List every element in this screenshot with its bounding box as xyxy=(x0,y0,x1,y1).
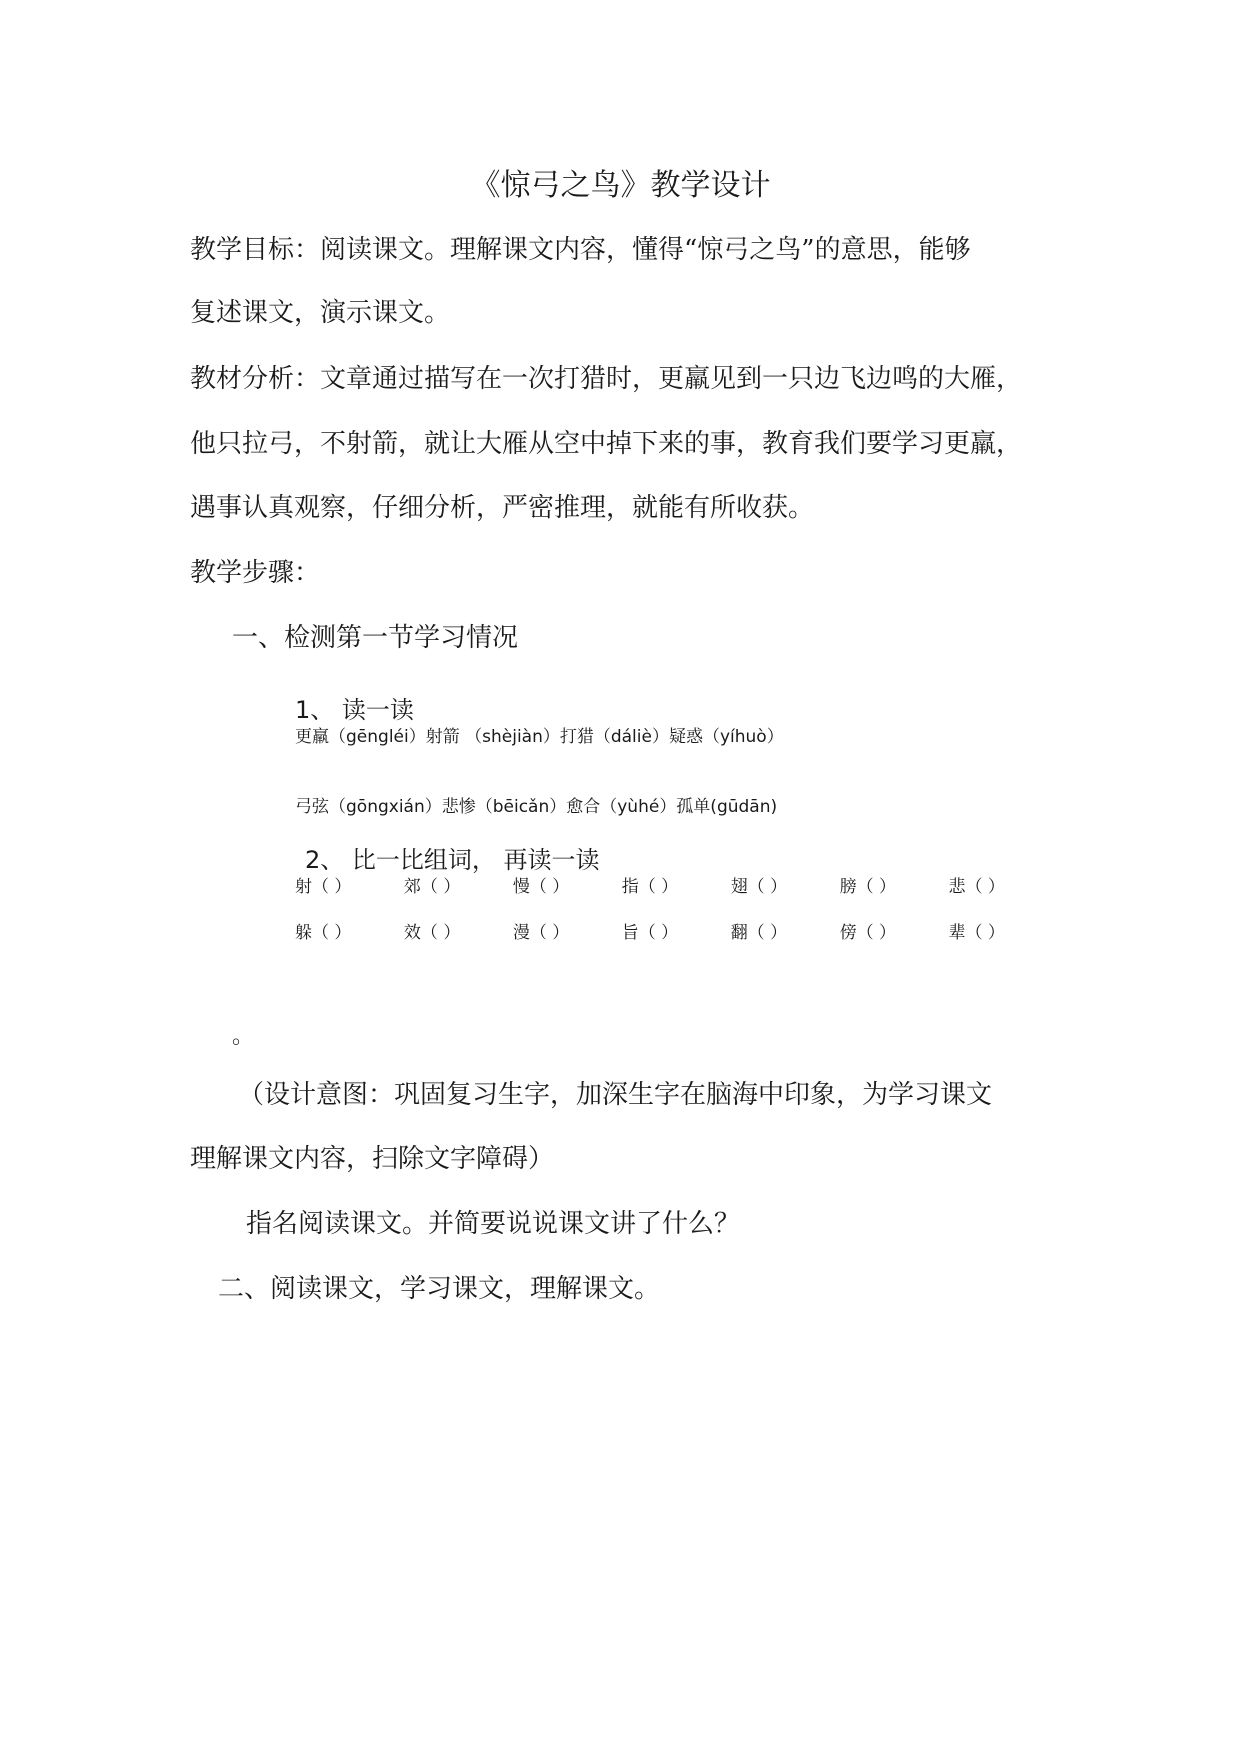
exercise-1-title: 1、 读一读 xyxy=(295,696,414,724)
steps-label: 教学步骤： xyxy=(190,558,321,588)
word-cell: 漫（ ） xyxy=(512,923,570,943)
analysis-line-1: 教材分析：文章通过描写在一次打猎时，更羸见到一只边飞边鸣的大雁， xyxy=(190,364,1023,394)
exercise-2-title: 2、 比一比组词， 再读一读 xyxy=(305,846,600,874)
word-cell: 指（ ） xyxy=(621,877,679,897)
word-cell: 翻（ ） xyxy=(730,923,788,943)
word-cell: 躲（ ） xyxy=(295,923,352,943)
word-cell: 悲（ ） xyxy=(948,877,1005,897)
objective-line-2: 复述课文，演示课文。 xyxy=(190,298,451,328)
word-cell: 翅（ ） xyxy=(730,877,788,897)
word-cell: 慢（ ） xyxy=(512,877,570,897)
word-cell: 效（ ） xyxy=(403,923,461,943)
word-cell: 旨（ ） xyxy=(621,923,679,943)
document-title: 《惊弓之鸟》教学设计 xyxy=(470,168,771,203)
word-cell: 郊（ ） xyxy=(403,877,461,897)
design-intent-line-2: 理解课文内容，扫除文字障碍） xyxy=(190,1144,555,1174)
word-cell: 射（ ） xyxy=(295,877,352,897)
section-1-heading: 一、检测第一节学习情况 xyxy=(232,623,519,653)
word-compare-row-1 xyxy=(295,876,1005,898)
pinyin-row-2: 弓弦（gōngxián）悲惨（bēicǎn）愈合（yùhé）孤单(gūdān) xyxy=(295,797,778,817)
word-cell: 膀（ ） xyxy=(839,877,897,897)
section-2-heading: 二、阅读课文，学习课文，理解课文。 xyxy=(218,1274,661,1304)
pinyin-row-1: 更羸（gēngléi）射箭 （shèjiàn）打猎（dáliè）疑惑（yíhuò） xyxy=(295,727,784,747)
analysis-line-3: 遇事认真观察，仔细分析，严密推理，就能有所收获。 xyxy=(190,493,815,523)
design-intent-line-1: （设计意图：巩固复习生字，加深生字在脑海中印象，为学习课文 xyxy=(238,1080,993,1110)
word-compare-row-2 xyxy=(295,922,1005,944)
word-cell: 辈（ ） xyxy=(948,923,1005,943)
stray-period: 。 xyxy=(232,1024,255,1049)
read-task: 指名阅读课文。并简要说说课文讲了什么？ xyxy=(246,1209,741,1239)
analysis-line-2: 他只拉弓，不射箭，就让大雁从空中掉下来的事，教育我们要学习更羸， xyxy=(190,429,1023,459)
objective-line-1: 教学目标：阅读课文。理解课文内容，懂得“惊弓之鸟”的意思，能够 xyxy=(190,235,971,265)
word-cell: 傍（ ） xyxy=(839,923,897,943)
